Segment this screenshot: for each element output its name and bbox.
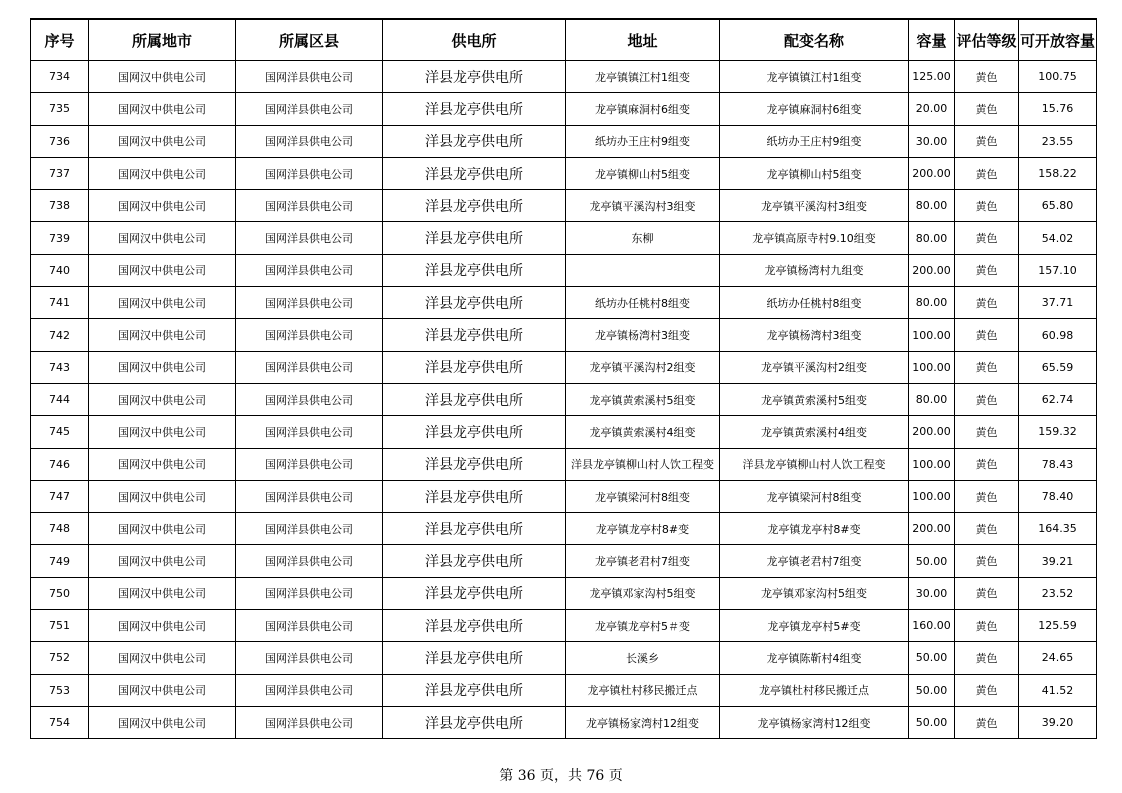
cell-city: 国网汉中供电公司 xyxy=(89,706,236,738)
cell-address: 龙亭镇柳山村5组变 xyxy=(566,157,720,189)
cell-open-capacity: 54.02 xyxy=(1019,222,1097,254)
cell-county: 国网洋县供电公司 xyxy=(236,383,383,415)
cell-capacity: 100.00 xyxy=(909,480,955,512)
table-row xyxy=(31,513,1097,545)
cell-open-capacity: 164.35 xyxy=(1019,513,1097,545)
cell-address: 龙亭镇黄索溪村5组变 xyxy=(566,383,720,415)
cell-office: 洋县龙亭供电所 xyxy=(383,610,566,642)
cell-office: 洋县龙亭供电所 xyxy=(383,319,566,351)
cell-capacity: 30.00 xyxy=(909,577,955,609)
cell-address: 龙亭镇梁河村8组变 xyxy=(566,480,720,512)
cell-city: 国网汉中供电公司 xyxy=(89,319,236,351)
cell-transformer-name: 龙亭镇平溪沟村2组变 xyxy=(720,351,909,383)
cell-open-capacity: 41.52 xyxy=(1019,674,1097,706)
cell-open-capacity: 37.71 xyxy=(1019,287,1097,319)
cell-rating: 黄色 xyxy=(955,157,1019,189)
cell-index: 746 xyxy=(31,448,89,480)
header-transformer-name: 配变名称 xyxy=(720,19,909,61)
cell-address: 龙亭镇杨家湾村12组变 xyxy=(566,706,720,738)
cell-office: 洋县龙亭供电所 xyxy=(383,545,566,577)
cell-address: 东柳 xyxy=(566,222,720,254)
cell-office: 洋县龙亭供电所 xyxy=(383,383,566,415)
cell-rating: 黄色 xyxy=(955,706,1019,738)
cell-capacity: 200.00 xyxy=(909,254,955,286)
cell-open-capacity: 62.74 xyxy=(1019,383,1097,415)
cell-capacity: 50.00 xyxy=(909,674,955,706)
header-county: 所属区县 xyxy=(236,19,383,61)
cell-rating: 黄色 xyxy=(955,319,1019,351)
cell-open-capacity: 24.65 xyxy=(1019,642,1097,674)
cell-office: 洋县龙亭供电所 xyxy=(383,448,566,480)
cell-city: 国网汉中供电公司 xyxy=(89,222,236,254)
cell-city: 国网汉中供电公司 xyxy=(89,287,236,319)
cell-rating: 黄色 xyxy=(955,577,1019,609)
table-row xyxy=(31,287,1097,319)
cell-county: 国网洋县供电公司 xyxy=(236,351,383,383)
header-address: 地址 xyxy=(566,19,720,61)
cell-capacity: 100.00 xyxy=(909,351,955,383)
header-city: 所属地市 xyxy=(89,19,236,61)
cell-office: 洋县龙亭供电所 xyxy=(383,157,566,189)
table-row xyxy=(31,448,1097,480)
table-row xyxy=(31,351,1097,383)
cell-transformer-name: 龙亭镇龙亭村8#变 xyxy=(720,513,909,545)
cell-open-capacity: 65.80 xyxy=(1019,190,1097,222)
cell-address: 龙亭镇黄索溪村4组变 xyxy=(566,416,720,448)
cell-rating: 黄色 xyxy=(955,513,1019,545)
cell-index: 747 xyxy=(31,480,89,512)
cell-county: 国网洋县供电公司 xyxy=(236,319,383,351)
cell-rating: 黄色 xyxy=(955,351,1019,383)
cell-county: 国网洋县供电公司 xyxy=(236,448,383,480)
cell-county: 国网洋县供电公司 xyxy=(236,190,383,222)
cell-transformer-name: 纸坊办任桃村8组变 xyxy=(720,287,909,319)
cell-office: 洋县龙亭供电所 xyxy=(383,287,566,319)
cell-county: 国网洋县供电公司 xyxy=(236,674,383,706)
cell-address: 长溪乡 xyxy=(566,642,720,674)
cell-office: 洋县龙亭供电所 xyxy=(383,416,566,448)
cell-address: 纸坊办任桃村8组变 xyxy=(566,287,720,319)
cell-open-capacity: 65.59 xyxy=(1019,351,1097,383)
table-row xyxy=(31,222,1097,254)
header-open-capacity: 可开放容量 xyxy=(1019,19,1097,61)
cell-capacity: 200.00 xyxy=(909,416,955,448)
cell-city: 国网汉中供电公司 xyxy=(89,545,236,577)
cell-address: 龙亭镇龙亭村5＃变 xyxy=(566,610,720,642)
cell-city: 国网汉中供电公司 xyxy=(89,383,236,415)
cell-open-capacity: 39.21 xyxy=(1019,545,1097,577)
cell-county: 国网洋县供电公司 xyxy=(236,610,383,642)
table-row xyxy=(31,642,1097,674)
cell-city: 国网汉中供电公司 xyxy=(89,351,236,383)
cell-county: 国网洋县供电公司 xyxy=(236,157,383,189)
cell-open-capacity: 23.52 xyxy=(1019,577,1097,609)
cell-office: 洋县龙亭供电所 xyxy=(383,513,566,545)
header-rating: 评估等级 xyxy=(955,19,1019,61)
cell-county: 国网洋县供电公司 xyxy=(236,545,383,577)
cell-office: 洋县龙亭供电所 xyxy=(383,706,566,738)
cell-county: 国网洋县供电公司 xyxy=(236,254,383,286)
cell-transformer-name: 龙亭镇黄索溪村5组变 xyxy=(720,383,909,415)
cell-rating: 黄色 xyxy=(955,222,1019,254)
cell-county: 国网洋县供电公司 xyxy=(236,513,383,545)
cell-transformer-name: 龙亭镇杜村移民搬迁点 xyxy=(720,674,909,706)
cell-index: 753 xyxy=(31,674,89,706)
cell-capacity: 50.00 xyxy=(909,642,955,674)
cell-index: 741 xyxy=(31,287,89,319)
cell-office: 洋县龙亭供电所 xyxy=(383,674,566,706)
cell-city: 国网汉中供电公司 xyxy=(89,513,236,545)
table-row xyxy=(31,383,1097,415)
table-row xyxy=(31,416,1097,448)
cell-index: 734 xyxy=(31,61,89,93)
cell-index: 754 xyxy=(31,706,89,738)
cell-address: 龙亭镇邓家沟村5组变 xyxy=(566,577,720,609)
cell-index: 737 xyxy=(31,157,89,189)
cell-transformer-name: 龙亭镇麻洞村6组变 xyxy=(720,93,909,125)
cell-office: 洋县龙亭供电所 xyxy=(383,351,566,383)
cell-capacity: 50.00 xyxy=(909,706,955,738)
cell-county: 国网洋县供电公司 xyxy=(236,706,383,738)
cell-open-capacity: 159.32 xyxy=(1019,416,1097,448)
cell-transformer-name: 龙亭镇老君村7组变 xyxy=(720,545,909,577)
cell-address xyxy=(566,254,720,286)
cell-city: 国网汉中供电公司 xyxy=(89,642,236,674)
cell-transformer-name: 龙亭镇梁河村8组变 xyxy=(720,480,909,512)
cell-city: 国网汉中供电公司 xyxy=(89,254,236,286)
page-footer: 第 36 页，共 76 页 xyxy=(499,768,623,784)
cell-capacity: 100.00 xyxy=(909,448,955,480)
cell-rating: 黄色 xyxy=(955,383,1019,415)
cell-transformer-name: 龙亭镇高原寺村9.10组变 xyxy=(720,222,909,254)
cell-rating: 黄色 xyxy=(955,642,1019,674)
cell-address: 洋县龙亭镇柳山村人饮工程变 xyxy=(566,448,720,480)
cell-address: 龙亭镇老君村7组变 xyxy=(566,545,720,577)
cell-city: 国网汉中供电公司 xyxy=(89,61,236,93)
cell-transformer-name: 纸坊办王庄村9组变 xyxy=(720,125,909,157)
cell-transformer-name: 龙亭镇柳山村5组变 xyxy=(720,157,909,189)
cell-address: 纸坊办王庄村9组变 xyxy=(566,125,720,157)
cell-index: 750 xyxy=(31,577,89,609)
cell-rating: 黄色 xyxy=(955,287,1019,319)
table-row xyxy=(31,157,1097,189)
cell-index: 748 xyxy=(31,513,89,545)
cell-county: 国网洋县供电公司 xyxy=(236,61,383,93)
cell-city: 国网汉中供电公司 xyxy=(89,93,236,125)
cell-city: 国网汉中供电公司 xyxy=(89,577,236,609)
cell-index: 751 xyxy=(31,610,89,642)
cell-city: 国网汉中供电公司 xyxy=(89,610,236,642)
cell-rating: 黄色 xyxy=(955,190,1019,222)
cell-rating: 黄色 xyxy=(955,416,1019,448)
cell-address: 龙亭镇龙亭村8#变 xyxy=(566,513,720,545)
cell-office: 洋县龙亭供电所 xyxy=(383,125,566,157)
table-row xyxy=(31,480,1097,512)
cell-county: 国网洋县供电公司 xyxy=(236,416,383,448)
table-body xyxy=(31,61,1097,739)
cell-capacity: 160.00 xyxy=(909,610,955,642)
cell-city: 国网汉中供电公司 xyxy=(89,190,236,222)
cell-county: 国网洋县供电公司 xyxy=(236,480,383,512)
cell-capacity: 200.00 xyxy=(909,513,955,545)
cell-index: 745 xyxy=(31,416,89,448)
cell-capacity: 200.00 xyxy=(909,157,955,189)
cell-rating: 黄色 xyxy=(955,610,1019,642)
cell-office: 洋县龙亭供电所 xyxy=(383,190,566,222)
cell-rating: 黄色 xyxy=(955,61,1019,93)
cell-office: 洋县龙亭供电所 xyxy=(383,480,566,512)
cell-index: 749 xyxy=(31,545,89,577)
table-row xyxy=(31,577,1097,609)
cell-county: 国网洋县供电公司 xyxy=(236,287,383,319)
cell-office: 洋县龙亭供电所 xyxy=(383,577,566,609)
table-header xyxy=(31,19,1097,61)
header-office: 供电所 xyxy=(383,19,566,61)
cell-capacity: 50.00 xyxy=(909,545,955,577)
cell-transformer-name: 龙亭镇平溪沟村3组变 xyxy=(720,190,909,222)
cell-index: 752 xyxy=(31,642,89,674)
cell-transformer-name: 洋县龙亭镇柳山村人饮工程变 xyxy=(720,448,909,480)
capacity-table xyxy=(30,18,1097,739)
cell-transformer-name: 龙亭镇龙亭村5#变 xyxy=(720,610,909,642)
cell-transformer-name: 龙亭镇邓家沟村5组变 xyxy=(720,577,909,609)
cell-open-capacity: 39.20 xyxy=(1019,706,1097,738)
cell-index: 742 xyxy=(31,319,89,351)
cell-rating: 黄色 xyxy=(955,674,1019,706)
cell-open-capacity: 60.98 xyxy=(1019,319,1097,351)
table-row xyxy=(31,545,1097,577)
cell-capacity: 80.00 xyxy=(909,190,955,222)
cell-rating: 黄色 xyxy=(955,93,1019,125)
cell-rating: 黄色 xyxy=(955,480,1019,512)
cell-open-capacity: 78.40 xyxy=(1019,480,1097,512)
cell-transformer-name: 龙亭镇镇江村1组变 xyxy=(720,61,909,93)
cell-capacity: 20.00 xyxy=(909,93,955,125)
cell-office: 洋县龙亭供电所 xyxy=(383,222,566,254)
cell-capacity: 125.00 xyxy=(909,61,955,93)
cell-capacity: 80.00 xyxy=(909,383,955,415)
cell-city: 国网汉中供电公司 xyxy=(89,674,236,706)
cell-address: 龙亭镇平溪沟村2组变 xyxy=(566,351,720,383)
cell-rating: 黄色 xyxy=(955,254,1019,286)
cell-office: 洋县龙亭供电所 xyxy=(383,93,566,125)
cell-index: 738 xyxy=(31,190,89,222)
cell-county: 国网洋县供电公司 xyxy=(236,577,383,609)
cell-transformer-name: 龙亭镇杨湾村九组变 xyxy=(720,254,909,286)
cell-index: 743 xyxy=(31,351,89,383)
cell-open-capacity: 78.43 xyxy=(1019,448,1097,480)
cell-address: 龙亭镇杨湾村3组变 xyxy=(566,319,720,351)
cell-county: 国网洋县供电公司 xyxy=(236,125,383,157)
cell-index: 736 xyxy=(31,125,89,157)
header-capacity: 容量 xyxy=(909,19,955,61)
cell-index: 744 xyxy=(31,383,89,415)
cell-address: 龙亭镇镇江村1组变 xyxy=(566,61,720,93)
cell-capacity: 80.00 xyxy=(909,222,955,254)
cell-address: 龙亭镇麻洞村6组变 xyxy=(566,93,720,125)
table-row xyxy=(31,254,1097,286)
table-row xyxy=(31,319,1097,351)
cell-open-capacity: 125.59 xyxy=(1019,610,1097,642)
cell-county: 国网洋县供电公司 xyxy=(236,222,383,254)
cell-capacity: 30.00 xyxy=(909,125,955,157)
cell-office: 洋县龙亭供电所 xyxy=(383,254,566,286)
cell-capacity: 100.00 xyxy=(909,319,955,351)
header-index: 序号 xyxy=(31,19,89,61)
cell-transformer-name: 龙亭镇杨湾村3组变 xyxy=(720,319,909,351)
cell-city: 国网汉中供电公司 xyxy=(89,125,236,157)
table-row xyxy=(31,706,1097,738)
cell-city: 国网汉中供电公司 xyxy=(89,480,236,512)
table-row xyxy=(31,61,1097,93)
cell-transformer-name: 龙亭镇黄索溪村4组变 xyxy=(720,416,909,448)
table-row xyxy=(31,93,1097,125)
table-row xyxy=(31,610,1097,642)
cell-index: 739 xyxy=(31,222,89,254)
cell-address: 龙亭镇平溪沟村3组变 xyxy=(566,190,720,222)
cell-open-capacity: 23.55 xyxy=(1019,125,1097,157)
cell-county: 国网洋县供电公司 xyxy=(236,642,383,674)
cell-transformer-name: 龙亭镇杨家湾村12组变 xyxy=(720,706,909,738)
table-row xyxy=(31,125,1097,157)
cell-rating: 黄色 xyxy=(955,448,1019,480)
cell-capacity: 80.00 xyxy=(909,287,955,319)
cell-office: 洋县龙亭供电所 xyxy=(383,642,566,674)
cell-city: 国网汉中供电公司 xyxy=(89,448,236,480)
cell-city: 国网汉中供电公司 xyxy=(89,416,236,448)
table-row xyxy=(31,674,1097,706)
cell-index: 740 xyxy=(31,254,89,286)
cell-open-capacity: 100.75 xyxy=(1019,61,1097,93)
table-row xyxy=(31,190,1097,222)
cell-rating: 黄色 xyxy=(955,545,1019,577)
cell-open-capacity: 157.10 xyxy=(1019,254,1097,286)
cell-rating: 黄色 xyxy=(955,125,1019,157)
cell-open-capacity: 158.22 xyxy=(1019,157,1097,189)
cell-index: 735 xyxy=(31,93,89,125)
cell-open-capacity: 15.76 xyxy=(1019,93,1097,125)
cell-county: 国网洋县供电公司 xyxy=(236,93,383,125)
cell-transformer-name: 龙亭镇陈靳村4组变 xyxy=(720,642,909,674)
cell-city: 国网汉中供电公司 xyxy=(89,157,236,189)
cell-address: 龙亭镇杜村移民搬迁点 xyxy=(566,674,720,706)
cell-office: 洋县龙亭供电所 xyxy=(383,61,566,93)
